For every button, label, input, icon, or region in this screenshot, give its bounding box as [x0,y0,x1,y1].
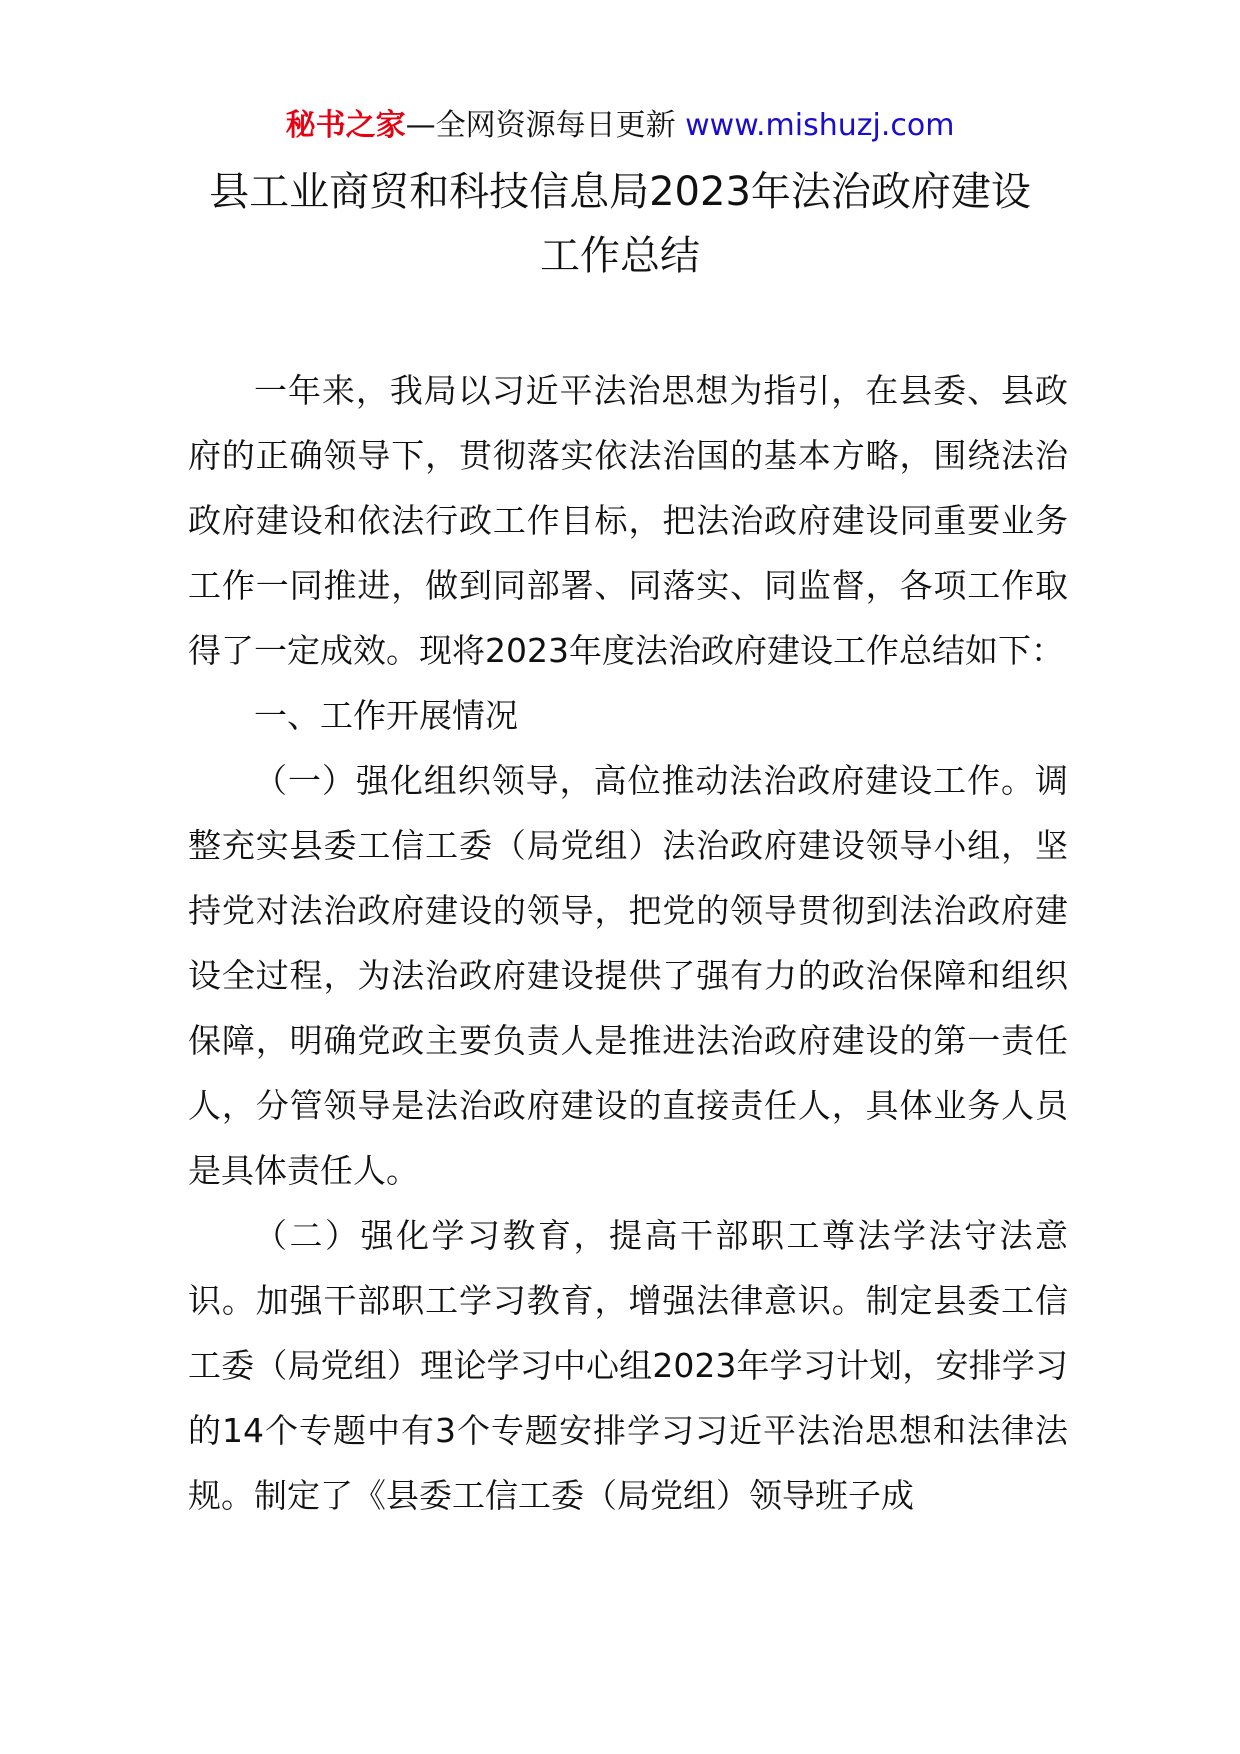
document-body [188,358,1068,1528]
document-title [150,160,1090,288]
site-banner [0,98,1240,154]
title-line-2: 工作总结 [540,233,700,279]
paragraph-2: （二）强化学习教育，提高干部职工尊法学法守法意识。加强干部职工学习教育，增强法律意识。制定县委工信工委（局党组）理论学习中心组2023年学习计划，安排学习的14个专题中有3个专题安排学习习近平法治思想和法律法规。制定了《县委工信工委（局党组）领导班子成 [188,1216,1068,1515]
paragraph-1: （一）强化组织领导，高位推动法治政府建设工作。调整充实县委工信工委（局党组）法治政府建设领导小组，坚持党对法治政府建设的领导，把党的领导贯彻到法治政府建设全过程，为法治政府建设提供了强有力的政治保障和组织保障，明确党政主要负责人是推进法治政府建设的第一责任人，分管领导是法治政府建设的直接责任人，具体业务人员是具体责任人。 [188,761,1068,1190]
banner-slogan: —全网资源每日更新 [405,108,676,143]
title-line-1: 县工业商贸和科技信息局2023年法治政府建设 [209,169,1031,215]
banner-brand: 秘书之家 [285,108,406,143]
banner-url-link[interactable]: www.mishuzj.com [685,108,955,143]
paragraph-intro: 一年来，我局以习近平法治思想为指引，在县委、县政府的正确领导下，贯彻落实依法治国的基本方略，围绕法治政府建设和依法行政工作目标，把法治政府建设同重要业务工作一同推进，做到同部署、同落实、同监督，各项工作取得了一定成效。现将2023年度法治政府建设工作总结如下： [188,371,1068,670]
section-heading: 一、工作开展情况 [254,696,518,735]
